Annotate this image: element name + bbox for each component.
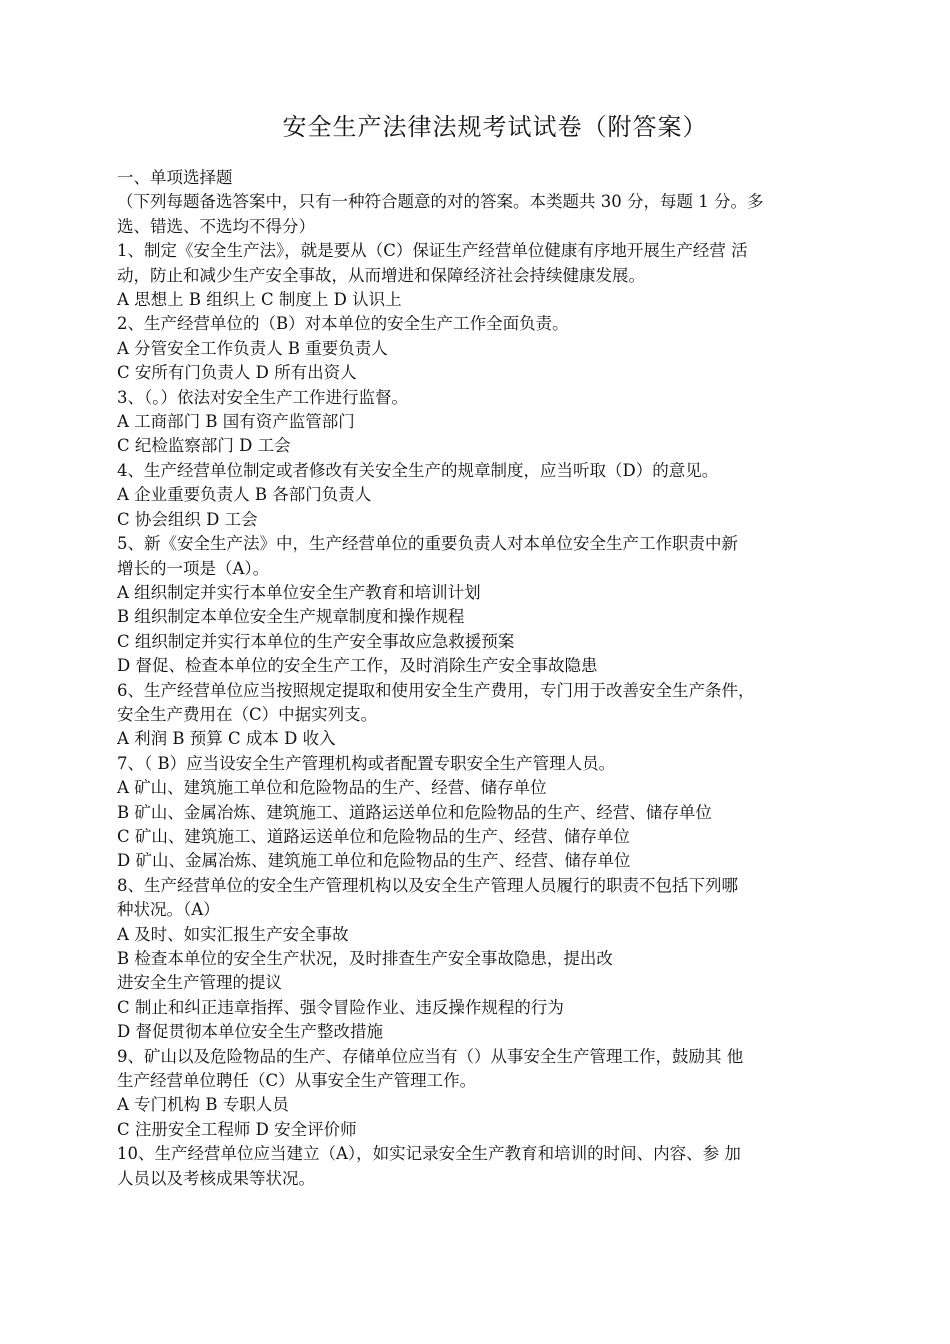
text-line: A 分管安全工作负责人 B 重要负责人: [117, 338, 388, 358]
text-line: 生产经营单位聘任（C）从事安全生产管理工作。: [117, 1071, 477, 1091]
text-line: 2、生产经营单位的（B）对本单位的安全生产工作全面负责。: [117, 314, 569, 334]
document-title: 安全生产法律法规考试试卷（附答案）: [282, 113, 708, 141]
text-line: C 制止和纠正违章指挥、强令冒险作业、违反操作规程的行为: [117, 997, 564, 1017]
text-line: D 督促贯彻本单位安全生产整改措施: [117, 1022, 383, 1042]
text-line: C 组织制定并实行本单位的生产安全事故应急救援预案: [117, 631, 515, 651]
text-line: 人员以及考核成果等状况。: [117, 1168, 315, 1188]
text-line: A 组织制定并实行本单位安全生产教育和培训计划: [117, 582, 481, 602]
text-line: A 利润 B 预算 C 成本 D 收入: [117, 729, 336, 749]
text-line: 3、（。）依法对安全生产工作进行监督。: [117, 387, 408, 407]
text-line: B 矿山、金属冶炼、建筑施工、道路运送单位和危险物品的生产、经营、储存单位: [117, 802, 712, 822]
text-line: 4、生产经营单位制定或者修改有关安全生产的规章制度，应当听取（D）的意见。: [117, 460, 719, 480]
text-line: 8、生产经营单位的安全生产管理机构以及安全生产管理人员履行的职责不包括下列哪: [117, 875, 738, 895]
text-line: D 督促、检查本单位的安全生产工作，及时消除生产安全事故隐患: [117, 656, 598, 676]
text-line: 进安全生产管理的提议: [117, 973, 282, 993]
text-line: 动，防止和减少生产安全事故，从而增进和保障经济社会持续健康发展。: [117, 265, 645, 285]
text-line: 选、错选、不选均不得分）: [117, 216, 315, 236]
text-line: （下列每题备选答案中，只有一种符合题意的对的答案。本类题共 30 分，每题 1 分。多: [117, 192, 764, 212]
text-line: 6、生产经营单位应当按照规定提取和使用安全生产费用，专门用于改善安全生产条件，: [117, 680, 755, 700]
text-line: D 矿山、金属冶炼、建筑施工单位和危险物品的生产、经营、储存单位: [117, 851, 631, 871]
text-line: 7、（ B）应当设安全生产管理机构或者配置专职安全生产管理人员。: [117, 753, 616, 773]
text-line: 种状况。（A）: [117, 900, 220, 920]
text-line: B 组织制定本单位安全生产规章制度和操作规程: [117, 607, 465, 627]
text-line: A 工商部门 B 国有资产监管部门: [117, 412, 355, 432]
text-line: 9、矿山以及危险物品的生产、存储单位应当有（）从事安全生产管理工作，鼓励其 他: [117, 1046, 744, 1066]
text-line: A 及时、如实汇报生产安全事故: [117, 924, 349, 944]
document-body: [117, 166, 857, 1191]
text-line: 安全生产费用在（C）中据实列支。: [117, 704, 378, 724]
text-line: 10、生产经营单位应当建立（A），如实记录安全生产教育和培训的时间、内容、参 加: [117, 1144, 741, 1164]
text-line: A 矿山、建筑施工单位和危险物品的生产、经营、储存单位: [117, 778, 547, 798]
text-line: A 思想上 B 组织上 C 制度上 D 认识上: [117, 290, 402, 310]
text-line: A 专门机构 B 专职人员: [117, 1095, 289, 1115]
text-line: 增长的一项是（A）。: [117, 558, 270, 578]
text-line: 5、新《安全生产法》中，生产经营单位的重要负责人对本单位安全生产工作职责中新: [117, 534, 738, 554]
text-line: C 纪检监察部门 D 工会: [117, 436, 291, 456]
text-line: B 检查本单位的安全生产状况，及时排查生产安全事故隐患，提出改: [117, 949, 613, 968]
text-line: C 矿山、建筑施工、道路运送单位和危险物品的生产、经营、储存单位: [117, 826, 630, 846]
text-line: A 企业重要负责人 B 各部门负责人: [117, 485, 372, 505]
text-line: C 协会组织 D 工会: [117, 509, 258, 529]
text-line: C 注册安全工程师 D 安全评价师: [117, 1119, 357, 1139]
text-line: 1、制定《安全生产法》，就是要从（C）保证生产经营单位健康有序地开展生产经营 活: [117, 241, 748, 261]
text-line: C 安所有门负责人 D 所有出资人: [117, 363, 357, 383]
text-line: 一、单项选择题: [117, 168, 233, 187]
